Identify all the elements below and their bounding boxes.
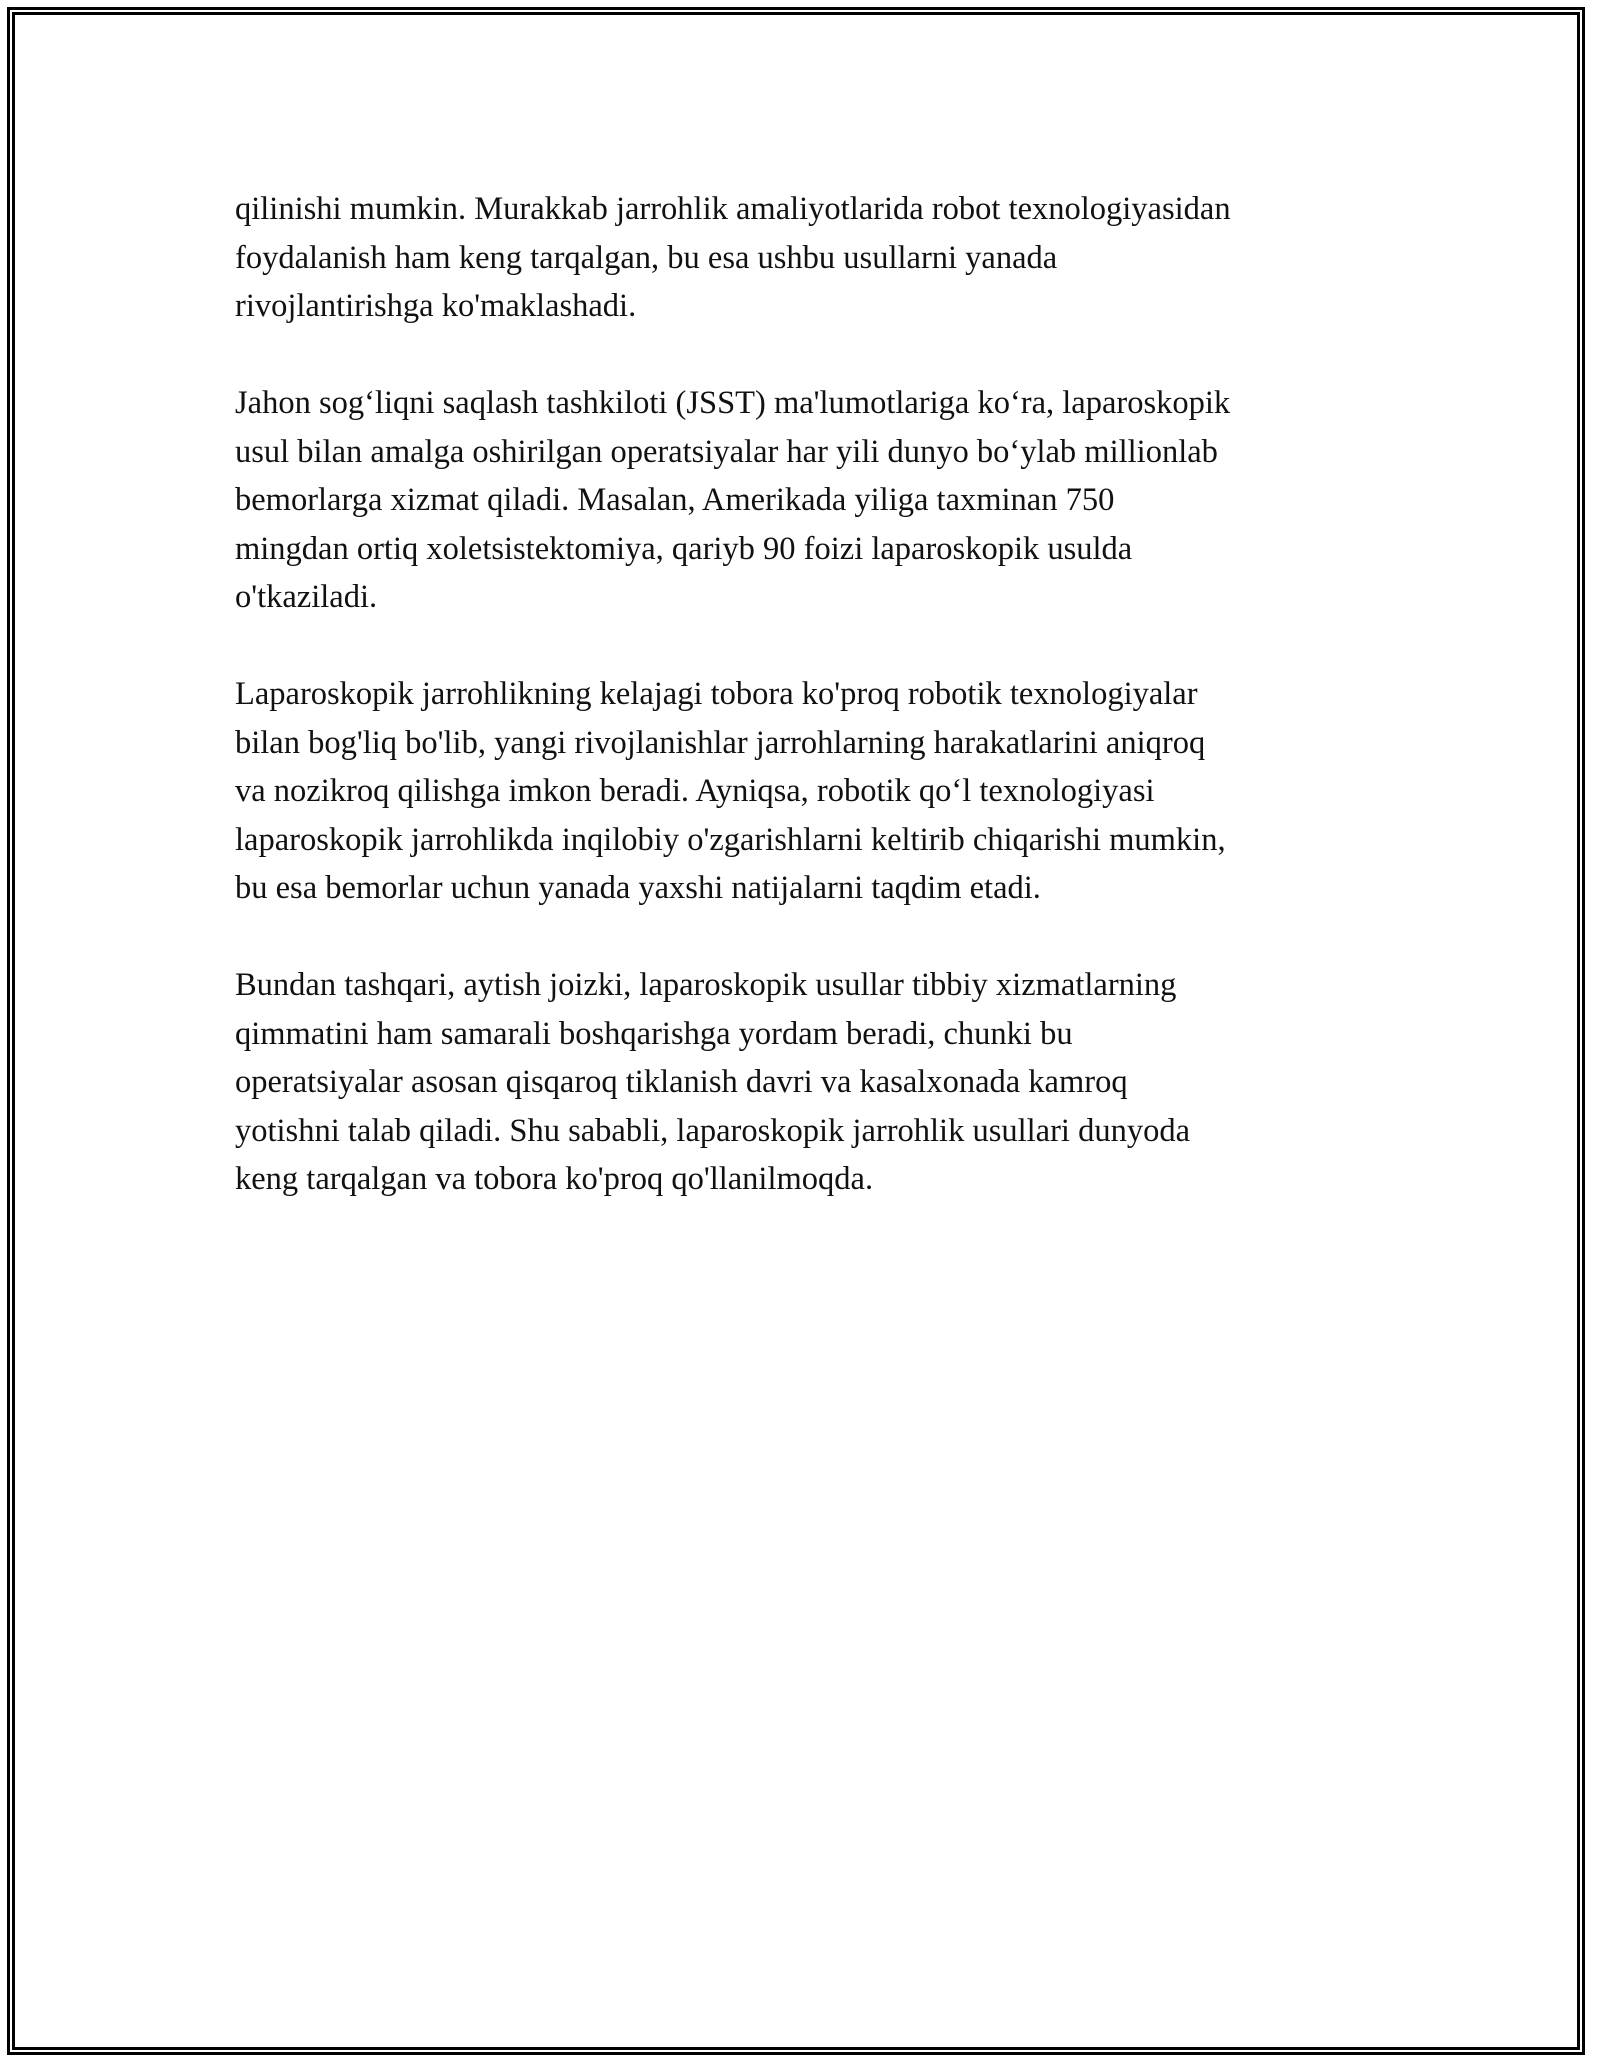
paragraph-3: Laparoskopik jarrohlikning kelajagi tobora ko'proq robotik texnologiyalar bilan bog'liq bo'lib, yangi rivojlanishlar jarrohlarning harakatlarini aniqroq va nozikroq qilishga imkon beradi. Ayniqsa, robotik qo‘l texnologiyasi laparoskopik jarrohlikda inqilobiy o'zgarishlarni keltirib chiqarishi mumkin, bu esa bemorlar uchun yanada yaxshi natijalarni taqdim etadi. bbox=[235, 676, 1226, 906]
paragraph-2: Jahon sog‘liqni saqlash tashkiloti (JSST) ma'lumotlariga ko‘ra, laparoskopik usul bilan amalga oshirilgan operatsiyalar har yili dunyo bo‘ylab millionlab bemorlarga xizmat qiladi. Masalan, Amerikada yiliga taxminan 750 mingdan ortiq xoletsistektomiya, qariyb 90 foizi laparoskopik usulda o'tkaziladi. bbox=[235, 385, 1231, 615]
document-body bbox=[235, 185, 1385, 1204]
paragraph-1: qilinishi mumkin. Murakkab jarrohlik amaliyotlarida robot texnologiyasidan foydalanish ham keng tarqalgan, bu esa ushbu usullarni yanada rivojlantirishga ko'maklashadi. bbox=[235, 191, 1231, 324]
paragraph-4: Bundan tashqari, aytish joizki, laparoskopik usullar tibbiy xizmatlarning qimmatini ham samarali boshqarishga yordam beradi, chunki bu operatsiyalar asosan qisqaroq tiklanish davri va kasalxonada kamroq yotishni talab qiladi. Shu sababli, laparoskopik jarrohlik usullari dunyoda keng tarqalgan va tobora ko'proq qo'llanilmoqda. bbox=[235, 967, 1190, 1197]
